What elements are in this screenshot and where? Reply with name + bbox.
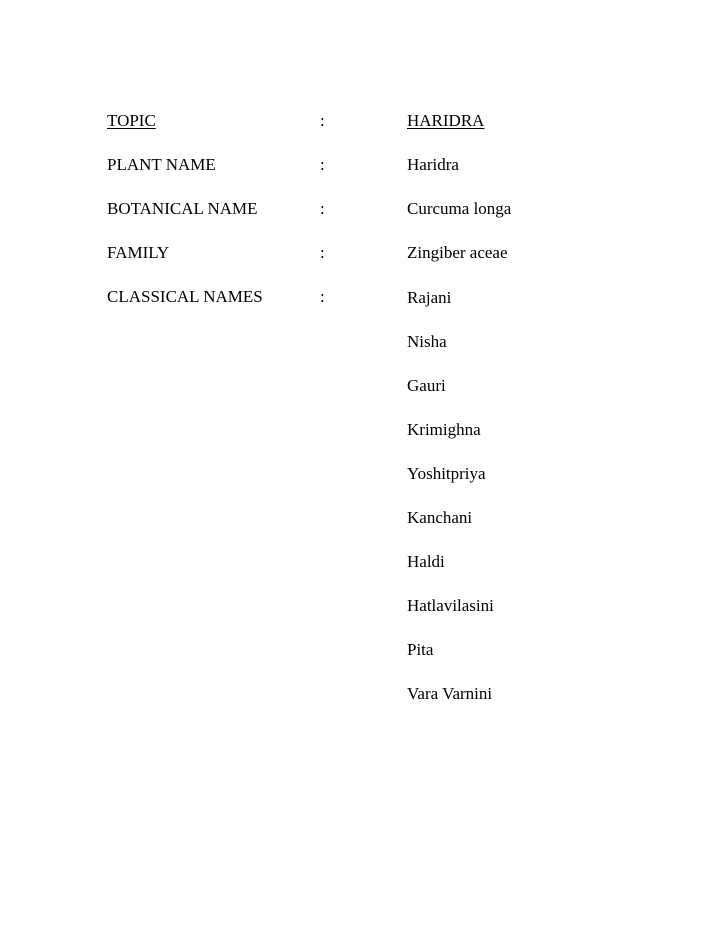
classical-name-item: Krimighna xyxy=(407,420,481,439)
topic-row xyxy=(0,111,728,133)
classical-name-item: Vara Varnini xyxy=(407,684,493,703)
classical-name-item: Gauri xyxy=(407,376,446,395)
plant-name-label: PLANT NAME xyxy=(107,155,216,174)
classical-name-item: Yoshitpriya xyxy=(407,464,486,483)
classical-names-label: CLASSICAL NAMES xyxy=(107,287,263,306)
family-label: FAMILY xyxy=(107,243,170,262)
botanical-name-row xyxy=(0,199,728,221)
family-row xyxy=(0,243,728,265)
botanical-name-value: Curcuma longa xyxy=(407,199,512,218)
botanical-name-separator: : xyxy=(320,199,325,218)
botanical-name-label: BOTANICAL NAME xyxy=(107,199,258,218)
topic-separator: : xyxy=(320,111,325,130)
plant-name-value: Haridra xyxy=(407,155,459,174)
classical-name-item: Rajani xyxy=(407,288,452,307)
classical-names-list xyxy=(407,287,494,727)
classical-name-item: Kanchani xyxy=(407,508,473,527)
family-value: Zingiber aceae xyxy=(407,243,508,262)
classical-name-item: Hatlavilasini xyxy=(407,596,494,615)
classical-name-item: Pita xyxy=(407,640,434,659)
topic-label: TOPIC xyxy=(107,111,156,130)
classical-name-item: Haldi xyxy=(407,552,445,571)
plant-name-row xyxy=(0,155,728,177)
classical-names-row xyxy=(0,287,728,309)
classical-name-item: Nisha xyxy=(407,332,447,351)
topic-value: HARIDRA xyxy=(407,111,485,130)
classical-names-separator: : xyxy=(320,287,325,306)
family-separator: : xyxy=(320,243,325,262)
plant-name-separator: : xyxy=(320,155,325,174)
